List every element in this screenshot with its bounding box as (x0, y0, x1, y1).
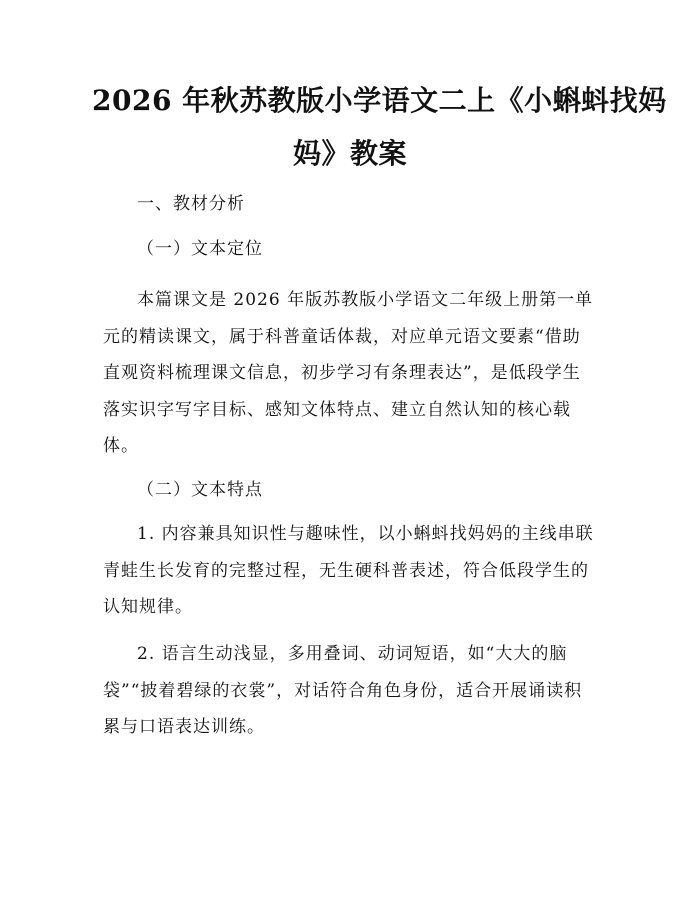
document-title-line-2: 妈》教案 (292, 137, 407, 170)
feature-point-1: 1. 内容兼具知识性与趣味性，以小蝌蚪找妈妈的主线串联青蛙生长发育的完整过程，无生硬科普表述，符合低段学生的认知规律。 (103, 524, 594, 617)
feature-point-2: 2. 语言生动浅显，多用叠词、动词短语，如“大大的脑袋”“披着碧绿的衣裳”，对话符合角色身份，适合开展诵读积累与口语表达训练。 (103, 644, 583, 737)
paragraph-text-position: 本篇课文是 2026 年版苏教版小学语文二年级上册第一单元的精读课文，属于科普童话体裁，对应单元语文要素“借助直观资料梳理课文信息，初步学习有条理表达”，是低段学生落实识字写字目标、感知文体特点、建立自然认知的核心载体。 (103, 290, 594, 456)
subsection-heading-text-features: （二）文本特点 (137, 480, 263, 500)
subsection-heading-text-position: （一）文本定位 (137, 239, 263, 259)
document-title (92, 74, 667, 180)
document-title-line-1: 2026 年秋苏教版小学语文二上《小蝌蚪找妈 (92, 84, 667, 117)
section-heading-textbook-analysis: 一、教材分析 (137, 194, 245, 214)
